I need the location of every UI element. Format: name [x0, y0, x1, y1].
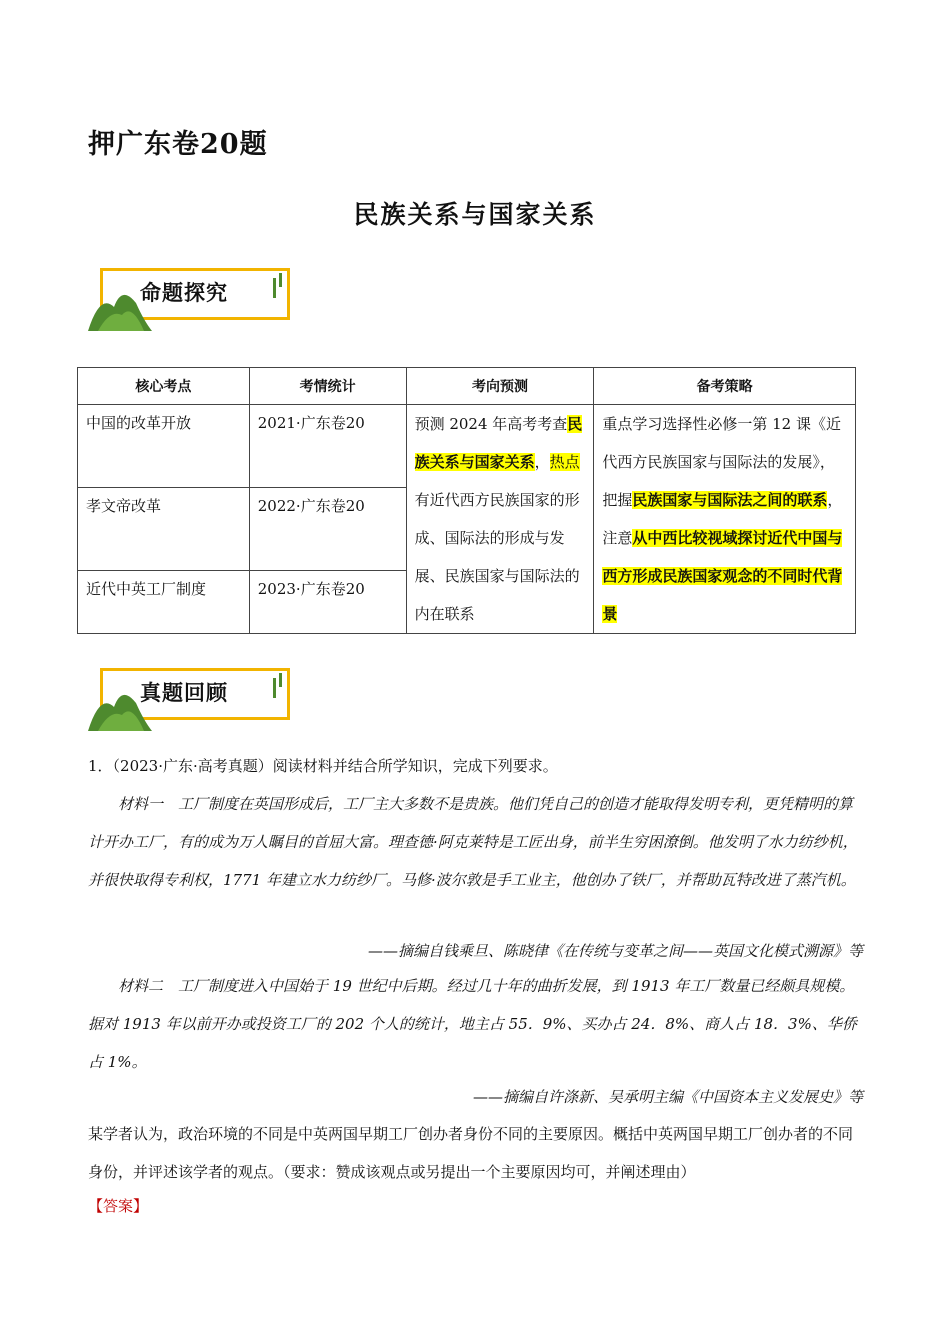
material-two: 材料二 工厂制度进入中国始于 19 世纪中后期。经过几十年的曲折发展，到 1913 年工厂数量已经颇具规模。据对 1913 年以前开办或投资工厂的 202 个人的统计，地主占 55．9%、买办占 24．8%、商人占 18．3%、华侨占 1%。	[88, 977, 857, 1071]
material-one-source: ——摘编自钱乘旦、陈晓律《在传统与变革之间——英国文化模式溯源》等	[367, 942, 863, 960]
prediction-cell: 预测 2024 年高考考查民族关系与国家关系，热点有近代西方民族国家的形成、国际法的形成与发展、民族国家与国际法的内在联系	[406, 405, 594, 634]
table-header: 核心考点	[78, 368, 250, 405]
table-header: 考情统计	[249, 368, 406, 405]
material-two-source: ——摘编自许涤新、吴承明主编《中国资本主义发展史》等	[472, 1088, 863, 1106]
topic-cell: 孝文帝改革	[78, 488, 250, 571]
exam-table	[77, 367, 856, 634]
strategy-cell: 重点学习选择性必修一第 12 课《近代西方民族国家与国际法的发展》，把握民族国家与国际法之间的联系，注意从中西比较视域探讨近代中国与西方形成民族国家观念的不同时代背景	[594, 405, 856, 634]
table-header-row	[78, 368, 856, 405]
question-intro: 1．（2023·广东·高考真题）阅读材料并结合所学知识，完成下列要求。	[88, 757, 558, 775]
stat-cell: 2022·广东卷20	[249, 488, 406, 571]
stat-cell: 2021·广东卷20	[249, 405, 406, 488]
banner-explore	[88, 263, 303, 333]
topic-cell: 近代中英工厂制度	[78, 571, 250, 634]
banner-review-label: 真题回顾	[140, 681, 228, 705]
table-header: 备考策略	[594, 368, 856, 405]
material-one: 材料一 工厂制度在英国形成后，工厂主大多数不是贵族。他们凭自己的创造才能取得发明专利，更凭精明的算计开办工厂，有的成为万人瞩目的首屈大富。理查德·阿克莱特是工匠出身，前半生穷困潦倒。他发明了水力纺纱机，并很快取得专利权，1771 年建立水力纺纱厂。马修·波尔敦是手工业主，他创办了铁厂，并帮助瓦特改进了蒸汽机。	[88, 795, 858, 889]
table-header: 考向预测	[406, 368, 594, 405]
banner-review	[88, 663, 303, 733]
banner-explore-label: 命题探究	[140, 281, 228, 305]
answer-label: 【答案】	[88, 1197, 149, 1215]
stat-cell: 2023·广东卷20	[249, 571, 406, 634]
page-title: 押广东卷20题	[88, 129, 268, 160]
table-row	[78, 405, 856, 488]
section-title: 民族关系与国家关系	[353, 200, 597, 229]
question-prompt: 某学者认为，政治环境的不同是中英两国早期工厂创办者身份不同的主要原因。概括中英两国早期工厂创办者的不同身份，并评述该学者的观点。（要求：赞成该观点或另提出一个主要原因均可，并阐述理由）	[88, 1125, 854, 1181]
topic-cell: 中国的改革开放	[78, 405, 250, 488]
